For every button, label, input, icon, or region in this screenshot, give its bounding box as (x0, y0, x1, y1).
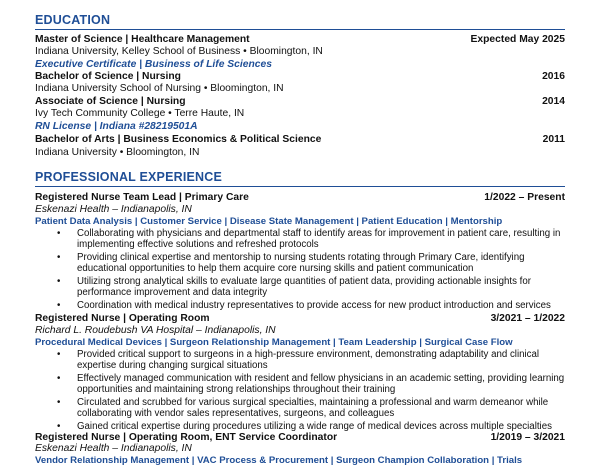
edu-date-masters: Expected May 2025 (470, 34, 565, 45)
bullet-icon: • (57, 300, 61, 311)
edu-school-masters: Indiana University, Kelley School of Business • Bloomington, IN (35, 46, 323, 57)
edu-date-asn: 2014 (542, 96, 565, 107)
job-3-skills: Vendor Relationship Management | VAC Process & Procurement | Surgeon Champion Collaboration | Trials (35, 455, 523, 466)
edu-degree-ba: Bachelor of Arts | Business Economics & Political Science 2011 (35, 134, 565, 145)
job-3-dates: 1/2019 – 3/2021 (490, 432, 565, 443)
education-rule (35, 29, 565, 30)
edu-degree-masters: Master of Science | Healthcare Management Expected May 2025 (35, 34, 565, 45)
edu-degree-bsn: Bachelor of Science | Nursing 2016 (35, 71, 565, 82)
bullet-icon: • (57, 421, 61, 432)
job-2-skills: Procedural Medical Devices | Surgeon Relationship Management | Team Leadership | Surgical Case Flow (35, 337, 513, 348)
job-2-bullet-4: • Gained critical expertise during procedures utilizing a wide range of medical devices across multiple specialties (57, 421, 552, 432)
education-heading: EDUCATION (35, 13, 111, 27)
job-1-bullet-4: • Coordination with medical industry representatives to provide access for new product introduction and services (57, 300, 551, 311)
experience-rule (35, 186, 565, 187)
job-2-title: Registered Nurse | Operating Room 3/2021 – 1/2022 (35, 313, 565, 324)
job-1-dates: 1/2022 – Present (484, 192, 565, 203)
job-1-bullet-1: • Collaborating with physicians and departmental staff to identify areas for improvement in patient care, resulting in implementing effective solutions and refreshed protocols (57, 228, 561, 251)
experience-heading: PROFESSIONAL EXPERIENCE (35, 170, 223, 184)
job-1-employer: Eskenazi Health – Indianapolis, IN (35, 204, 192, 215)
bullet-icon: • (57, 276, 61, 287)
bullet-icon: • (57, 397, 61, 408)
job-2-bullet-2: • Effectively managed communication with resident and fellow physicians in an academic setting, providing learning opportunities and maintaining strong relationships throughout their training (57, 373, 565, 396)
job-1-title: Registered Nurse Team Lead | Primary Care 1/2022 – Present (35, 192, 565, 203)
job-2-employer: Richard L. Roudebush VA Hospital – Indianapolis, IN (35, 325, 276, 336)
edu-degree-asn: Associate of Science | Nursing 2014 (35, 96, 565, 107)
job-2-bullet-3: • Circulated and scrubbed for various surgical specialties, maintaining a professional and warm demeanor while collaborating with vendor sales representatives, surgeons, and colleagues (57, 397, 549, 420)
job-3-employer: Eskenazi Health – Indianapolis, IN (35, 443, 192, 454)
edu-certificate: Executive Certificate | Business of Life Sciences (35, 59, 272, 70)
edu-date-bsn: 2016 (542, 71, 565, 82)
bullet-icon: • (57, 349, 61, 360)
edu-rn-license: RN License | Indiana #28219501A (35, 121, 198, 132)
edu-school-ba: Indiana University • Bloomington, IN (35, 147, 200, 158)
bullet-icon: • (57, 228, 61, 239)
bullet-icon: • (57, 252, 61, 263)
job-3-title: Registered Nurse | Operating Room, ENT Service Coordinator 1/2019 – 3/2021 (35, 432, 565, 443)
job-1-bullet-3: • Utilizing strong analytical skills to evaluate large quantities of patient data, providing actionable insights for performance improvement and data integrity (57, 276, 531, 299)
job-2-bullet-1: • Provided critical support to surgeons in a high-pressure environment, demonstrating adaptability and clinical expertise during changing surgical situations (57, 349, 540, 372)
job-2-dates: 3/2021 – 1/2022 (490, 313, 565, 324)
bullet-icon: • (57, 373, 61, 384)
edu-school-asn: Ivy Tech Community College • Terre Haute, IN (35, 108, 245, 119)
job-1-bullet-2: • Providing clinical expertise and mentorship to nursing students rotating through Primary Care, identifying educational opportunities to help them acquire core nursing skills and patient communication (57, 252, 525, 275)
edu-school-bsn: Indiana University School of Nursing • Bloomington, IN (35, 83, 284, 94)
job-1-skills: Patient Data Analysis | Customer Service | Disease State Management | Patient Education | Mentorship (35, 216, 503, 227)
edu-date-ba: 2011 (542, 134, 565, 145)
